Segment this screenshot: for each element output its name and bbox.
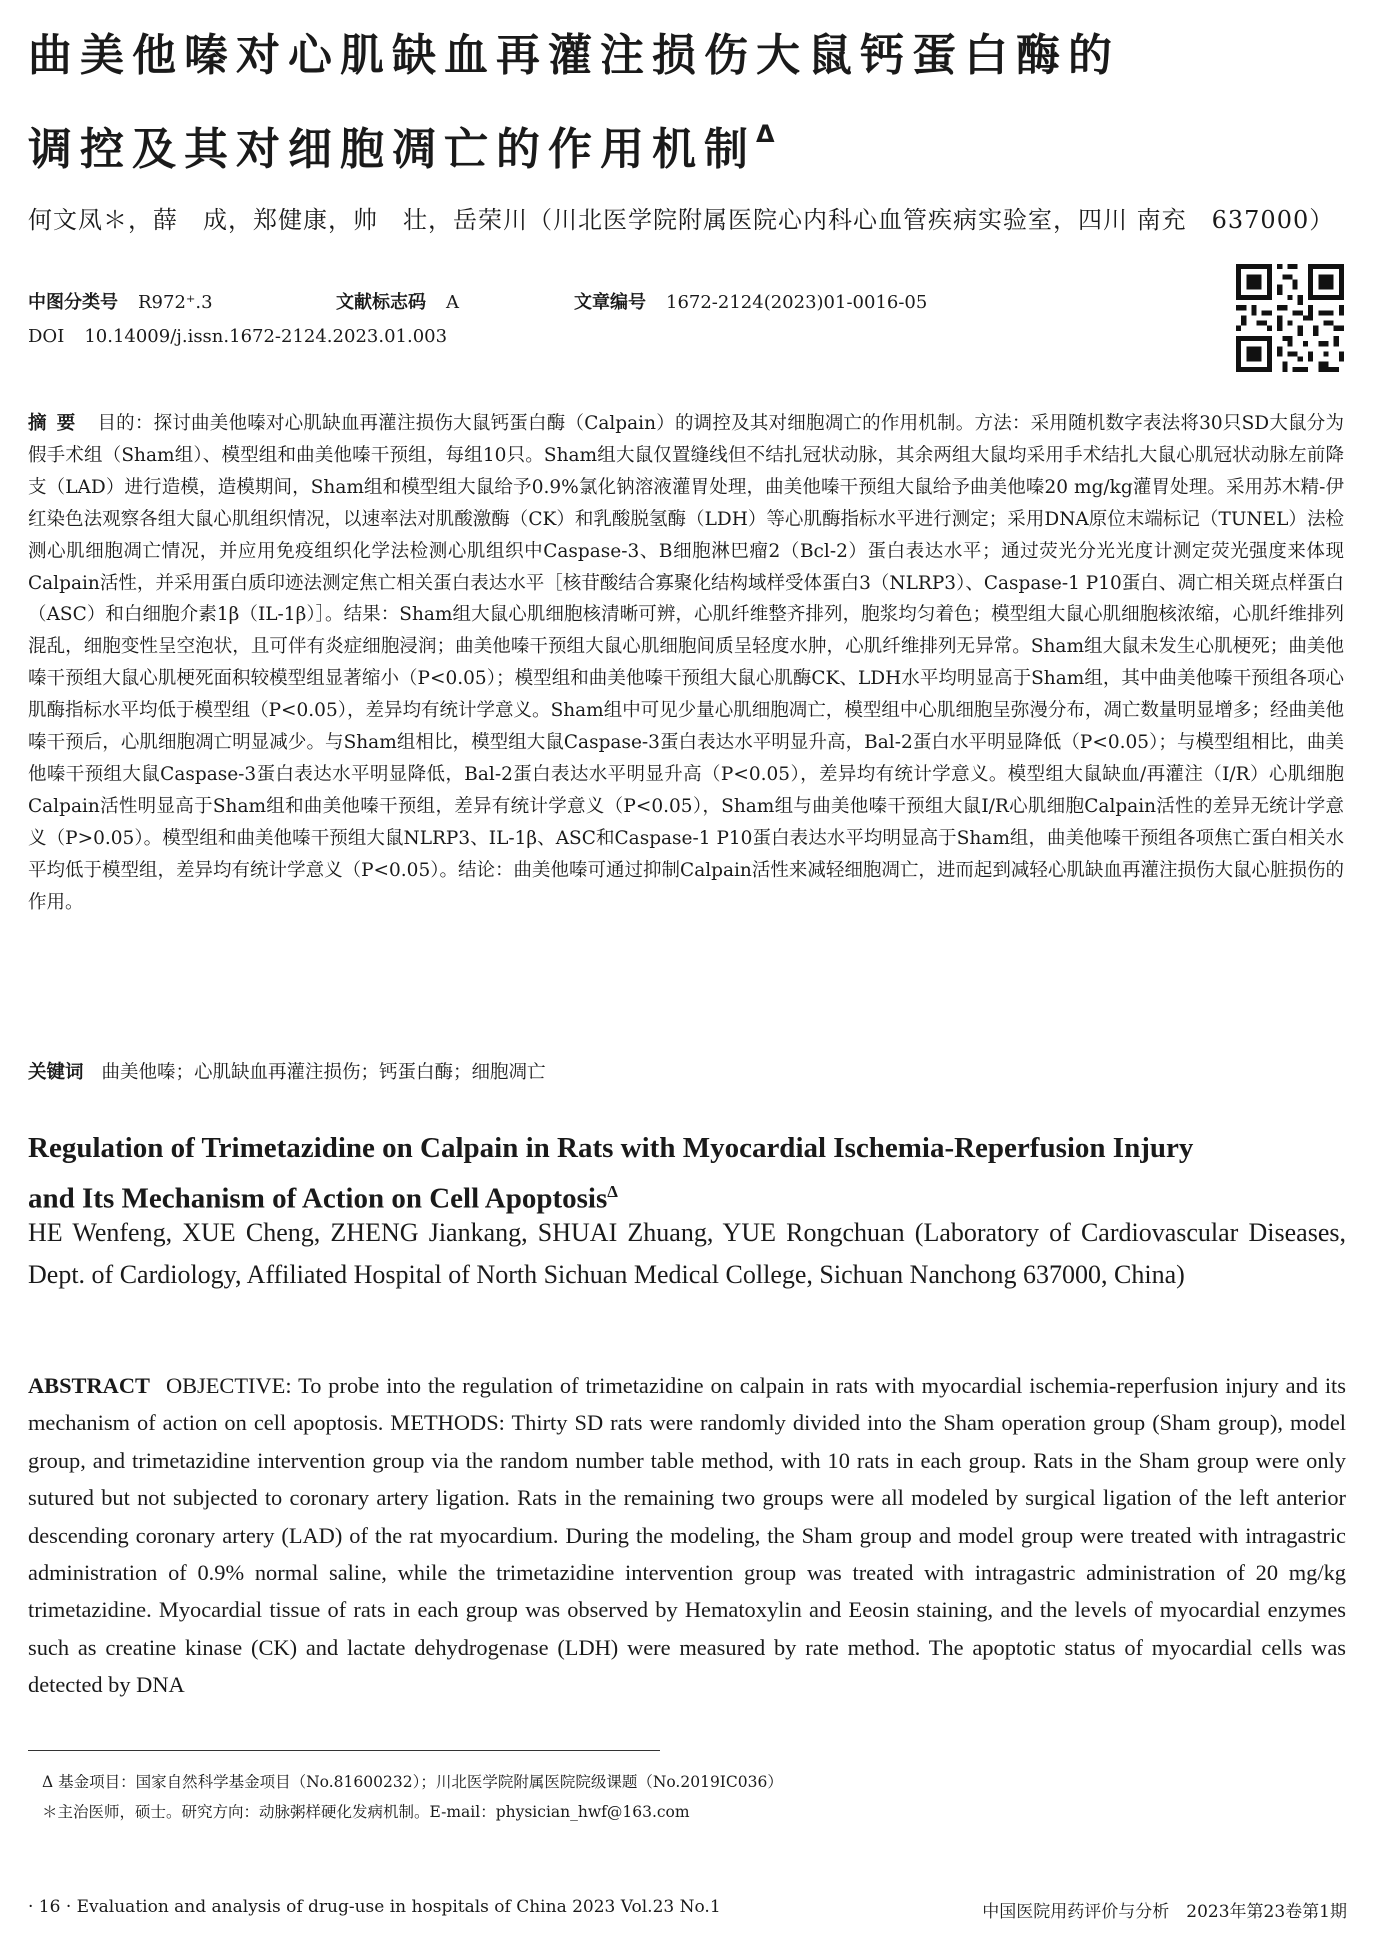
clc-number <box>28 288 213 314</box>
english-abstract-label: ABSTRACT <box>28 1373 150 1398</box>
doi-value: 10.14009/j.issn.1672-2124.2023.01.003 <box>84 326 448 347</box>
document-code-value: A <box>446 292 459 313</box>
qr-code[interactable] <box>1236 264 1344 372</box>
english-title-line-1: Regulation of Trimetazidine on Calpain in Rats with Myocardial Ischemia-Reperfusion Injury <box>28 1132 1194 1164</box>
english-abstract-text: OBJECTIVE: To probe into the regulation of trimetazidine on calpain in rats with myocardial ischemia-reperfusion injury and its mechanism of action on cell apoptosis. METHODS: Thirty SD rats were randomly divided into the Sham operation group (Sham group), model group, and trimetazidine intervention group via the random number table method, with 10 rats in each group. Rats in the Sham group were only sutured but not subjected to coronary artery ligation. Rats in the remaining two groups were all modeled by surgical ligation of the left anterior descending coronary artery (LAD) of the rat myocardium. During the modeling, the Sham group and model group were treated with intragastric administration of 0.9% normal saline, while the trimetazidine intervention group was treated with intragastric administration of 20 mg/kg trimetazidine. Myocardial tissue of rats in each group was observed by Hematoxylin and Eeosin staining, and the levels of myocardial enzymes such as creatine kinase (CK) and lactate dehydrogenase (LDH) were measured by rate method. The apoptotic status of myocardial cells was detected by DNA <box>28 1373 1346 1698</box>
page-footer-right: 中国医院用药评价与分析 2023年第23卷第1期 <box>982 1902 1347 1922</box>
chinese-title-line-2 <box>28 104 1348 180</box>
chinese-abstract-label: 摘要 <box>28 413 86 434</box>
clc-value: R972⁺.3 <box>138 292 213 313</box>
chinese-title-line-1: 曲美他嗪对心肌缺血再灌注损伤大鼠钙蛋白酶的 <box>28 30 1120 81</box>
document-code <box>336 288 459 314</box>
english-funding-mark: Δ <box>607 1182 618 1201</box>
document-code-label: 文献标志码 <box>336 292 426 313</box>
article-number <box>574 288 927 314</box>
chinese-abstract-text: 目的：探讨曲美他嗪对心肌缺血再灌注损伤大鼠钙蛋白酶（Calpain）的调控及其对细胞凋亡的作用机制。方法：采用随机数字表法将30只SD大鼠分为假手术组（Sham组）、模型组和曲美他嗪干预组，每组10只。Sham组大鼠仅置缝线但不结扎冠状动脉，其余两组大鼠均采用手术结扎大鼠心肌冠状动脉左前降支（LAD）进行造模，造模期间，Sham组和模型组大鼠给予0.9%氯化钠溶液灌胃处理，曲美他嗪干预组大鼠给予曲美他嗪20 mg/kg灌胃处理。采用苏木精-伊红染色法观察各组大鼠心肌组织情况，以速率法对肌酸激酶（CK）和乳酸脱氢酶（LDH）等心肌酶指标水平进行测定；采用DNA原位末端标记（TUNEL）法检测心肌细胞凋亡情况，并应用免疫组织化学法检测心肌组织中Caspase-3、B细胞淋巴瘤2（Bcl-2）蛋白表达水平；通过荧光分光光度计测定荧光强度来体现Calpain活性，并采用蛋白质印迹法测定焦亡相关蛋白表达水平［核苷酸结合寡聚化结构域样受体蛋白3（NLRP3）、Caspase-1 P10蛋白、凋亡相关斑点样蛋白（ASC）和白细胞介素1β（IL-1β）］。结果：Sham组大鼠心肌细胞核清晰可辨，心肌纤维整齐排列，胞浆均匀着色；模型组大鼠心肌细胞核浓缩，心肌纤维排列混乱，细胞变性呈空泡状，且可伴有炎症细胞浸润；曲美他嗪干预组大鼠心肌细胞间质呈轻度水肿，心肌纤维排列无异常。Sham组大鼠未发生心肌梗死；曲美他嗪干预组大鼠心肌梗死面积较模型组显著缩小（P<0.05）；模型组和曲美他嗪干预组大鼠心肌酶CK、LDH水平均明显高于Sham组，其中曲美他嗪干预组各项心肌酶指标水平均低于模型组（P<0.05），差异均有统计学意义。Sham组中可见少量心肌细胞凋亡，模型组中心肌细胞呈弥漫分布，凋亡数量明显增多；经曲美他嗪干预后，心肌细胞凋亡明显减少。与Sham组相比，模型组大鼠Caspase-3蛋白表达水平明显升高，Bal-2蛋白水平明显降低（P<0.05）；与模型组相比，曲美他嗪干预组大鼠Caspase-3蛋白表达水平明显降低，Bal-2蛋白表达水平明显升高（P<0.05），差异均有统计学意义。模型组大鼠缺血/再灌注（I/R）心肌细胞Calpain活性明显高于Sham组和曲美他嗪干预组，差异有统计学意义（P<0.05），Sham组与曲美他嗪干预组大鼠I/R心肌细胞Calpain活性的差异无统计学意义（P>0.05）。模型组和曲美他嗪干预组大鼠NLRP3、IL-1β、ASC和Caspase-1 P10蛋白表达水平均明显高于Sham组，曲美他嗪干预组各项焦亡蛋白相关水平均低于模型组，差异均有统计学意义（P<0.05）。结论：曲美他嗪可通过抑制Calpain活性来减轻细胞凋亡，进而起到减轻心肌缺血再灌注损伤大鼠心脏损伤的作用。 <box>28 413 1344 913</box>
page-footer-left: · 16 · Evaluation and analysis of drug-use in hospitals of China 2023 Vol.23 No.1 <box>28 1897 721 1917</box>
clc-label: 中图分类号 <box>28 292 118 313</box>
english-title <box>28 1126 1348 1221</box>
chinese-abstract <box>28 408 1344 919</box>
doi <box>28 326 447 347</box>
footnote-funding: Δ 基金项目：国家自然科学基金项目（No.81600232）；川北医学院附属医院院级课题（No.2019IC036） <box>42 1773 783 1791</box>
article-number-label: 文章编号 <box>574 292 646 313</box>
english-abstract <box>28 1367 1346 1704</box>
chinese-keywords-label: 关键词 <box>28 1062 84 1083</box>
article-number-value: 1672-2124(2023)01-0016-05 <box>666 292 928 313</box>
footnote-divider <box>28 1750 660 1751</box>
chinese-title-line-2-text: 调控及其对细胞凋亡的作用机制 <box>28 124 756 175</box>
chinese-keywords <box>28 1058 546 1084</box>
chinese-keywords-text: 曲美他嗪；心肌缺血再灌注损伤；钙蛋白酶；细胞凋亡 <box>101 1062 546 1083</box>
doi-label: DOI <box>28 326 65 347</box>
english-authors: HE Wenfeng, XUE Cheng, ZHENG Jiankang, SHUAI Zhuang, YUE Rongchuan (Laboratory of Cardiovascular Diseases, Dept. of Cardiology, Affiliated Hospital of North Sichuan Medical College, Sichuan Nanchong 637000, China) <box>28 1218 1346 1289</box>
chinese-authors: 何文凤＊，薛 成，郑健康，帅 壮，岳荣川（川北医学院附属医院心内科心血管疾病实验室，四川 南充 637000） <box>28 206 1335 234</box>
funding-mark: Δ <box>756 120 775 148</box>
footnote-author: ＊主治医师，硕士。研究方向：动脉粥样硬化发病机制。E-mail：physician_hwf@163.com <box>42 1803 690 1821</box>
english-title-line-2-text: and Its Mechanism of Action on Cell Apoptosis <box>28 1182 608 1215</box>
